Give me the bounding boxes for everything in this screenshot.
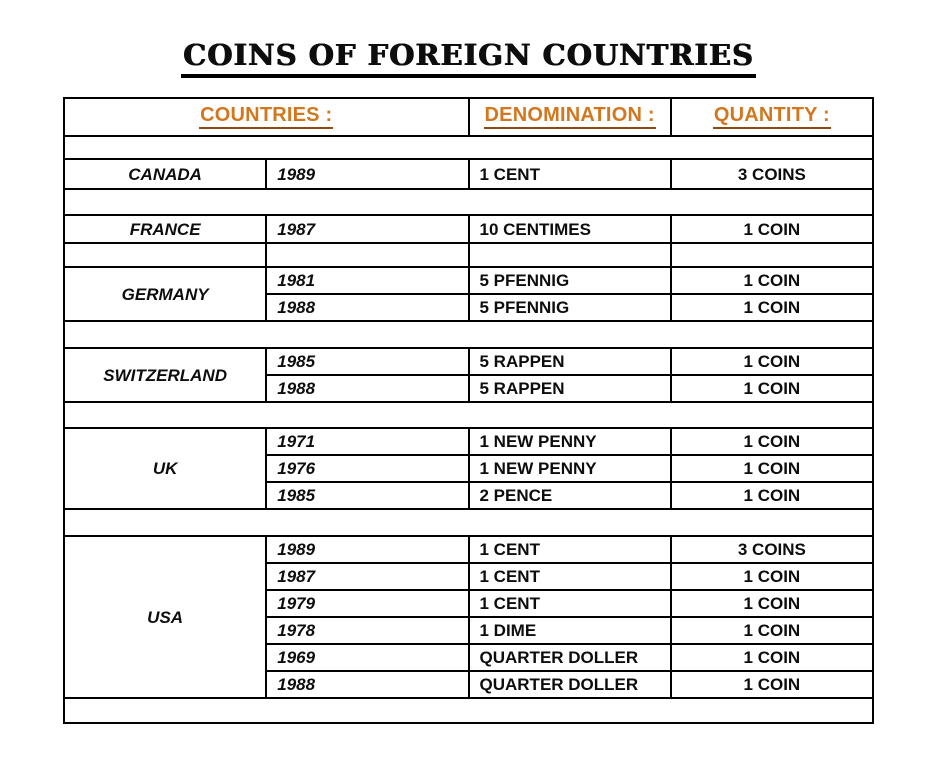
quantity-cell: 1 COIN [671, 590, 873, 617]
column-header-denomination-label: DENOMINATION : [484, 105, 656, 129]
column-header-denomination [469, 98, 671, 136]
quantity-cell: 1 COIN [671, 294, 873, 321]
column-header-countries [64, 98, 469, 136]
table-row [64, 536, 873, 563]
quantity-cell: 1 COIN [671, 671, 873, 698]
denomination-cell: 1 CENT [469, 536, 671, 563]
country-cell: GERMANY [64, 267, 266, 321]
quantity-cell: 1 COIN [671, 428, 873, 455]
year-cell: 1976 [266, 455, 468, 482]
country-cell: CANADA [64, 159, 266, 189]
quantity-cell: 1 COIN [671, 617, 873, 644]
coins-table [63, 97, 874, 724]
spacer-row [64, 189, 873, 215]
spacer-row [64, 698, 873, 723]
table-row [64, 428, 873, 455]
country-cell: USA [64, 536, 266, 698]
denomination-cell: 1 CENT [469, 563, 671, 590]
spacer-row [64, 321, 873, 348]
country-cell: UK [64, 428, 266, 509]
spacer-cell [64, 189, 873, 215]
table-row [64, 267, 873, 294]
spacer-cell [266, 243, 468, 267]
spacer-cell [64, 321, 873, 348]
year-cell: 1979 [266, 590, 468, 617]
quantity-cell: 1 COIN [671, 482, 873, 509]
year-cell: 1988 [266, 294, 468, 321]
spacer-row-with-cells [64, 243, 873, 267]
title-area [0, 38, 937, 78]
quantity-cell: 3 COINS [671, 536, 873, 563]
year-cell: 1987 [266, 215, 468, 243]
denomination-cell: 10 CENTIMES [469, 215, 671, 243]
column-header-countries-label: COUNTRIES : [199, 105, 333, 129]
denomination-cell: 2 PENCE [469, 482, 671, 509]
denomination-cell: 1 CENT [469, 159, 671, 189]
table-header-row [64, 98, 873, 136]
document-title: COINS OF FOREIGN COUNTRIES [181, 38, 756, 78]
denomination-cell: 1 DIME [469, 617, 671, 644]
denomination-cell: QUARTER DOLLER [469, 671, 671, 698]
quantity-cell: 1 COIN [671, 563, 873, 590]
spacer-cell [64, 136, 873, 159]
country-cell: FRANCE [64, 215, 266, 243]
spacer-cell [469, 243, 671, 267]
year-cell: 1989 [266, 159, 468, 189]
quantity-cell: 1 COIN [671, 348, 873, 375]
quantity-cell: 1 COIN [671, 455, 873, 482]
country-cell: SWITZERLAND [64, 348, 266, 402]
year-cell: 1981 [266, 267, 468, 294]
denomination-cell: 1 NEW PENNY [469, 455, 671, 482]
year-cell: 1987 [266, 563, 468, 590]
spacer-cell [64, 509, 873, 536]
year-cell: 1988 [266, 671, 468, 698]
year-cell: 1978 [266, 617, 468, 644]
table-row [64, 159, 873, 189]
spacer-row [64, 402, 873, 428]
spacer-cell [64, 402, 873, 428]
year-cell: 1985 [266, 348, 468, 375]
spacer-cell [64, 243, 266, 267]
table-row [64, 215, 873, 243]
table-row [64, 348, 873, 375]
year-cell: 1971 [266, 428, 468, 455]
column-header-quantity-label: QUANTITY : [713, 105, 831, 129]
quantity-cell: 1 COIN [671, 644, 873, 671]
spacer-cell [671, 243, 873, 267]
year-cell: 1969 [266, 644, 468, 671]
spacer-row [64, 509, 873, 536]
year-cell: 1988 [266, 375, 468, 402]
spacer-cell [64, 698, 873, 723]
column-header-quantity [671, 98, 873, 136]
denomination-cell: 1 NEW PENNY [469, 428, 671, 455]
denomination-cell: QUARTER DOLLER [469, 644, 671, 671]
quantity-cell: 3 COINS [671, 159, 873, 189]
denomination-cell: 5 RAPPEN [469, 375, 671, 402]
denomination-cell: 5 PFENNIG [469, 267, 671, 294]
denomination-cell: 5 RAPPEN [469, 348, 671, 375]
spacer-row [64, 136, 873, 159]
quantity-cell: 1 COIN [671, 375, 873, 402]
quantity-cell: 1 COIN [671, 215, 873, 243]
quantity-cell: 1 COIN [671, 267, 873, 294]
year-cell: 1989 [266, 536, 468, 563]
denomination-cell: 1 CENT [469, 590, 671, 617]
denomination-cell: 5 PFENNIG [469, 294, 671, 321]
year-cell: 1985 [266, 482, 468, 509]
